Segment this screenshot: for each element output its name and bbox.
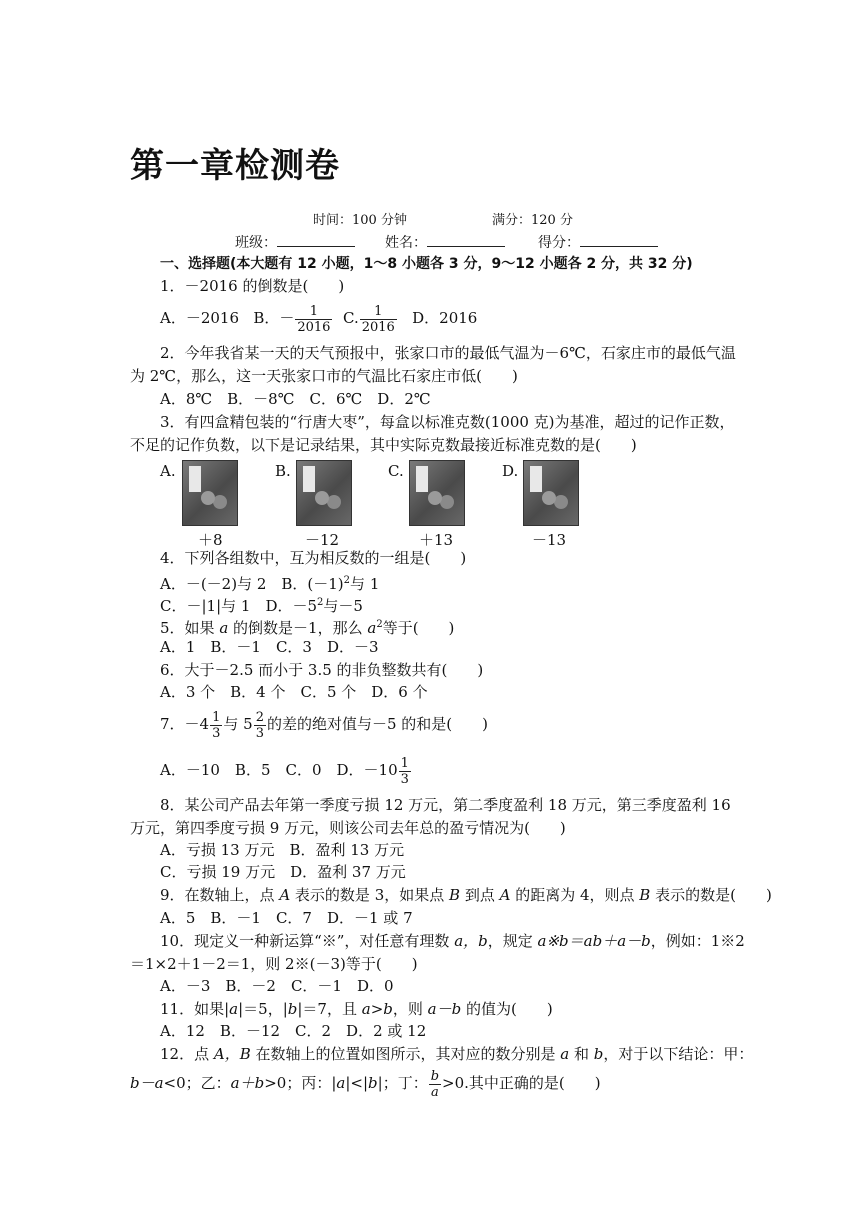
q3-line1: 3．有四盒精包装的“行唐大枣”，每盒以标准克数(1000 克)为基准，超过的记作正数， bbox=[160, 413, 735, 431]
q4-options-1: A．－(－2)与 2 B．$(-1)^2$与 1 bbox=[160, 575, 380, 593]
box-d-label: D. bbox=[502, 462, 519, 480]
q2-line2: 为 2℃，那么，这一天张家口市的气温比石家庄市低( ) bbox=[130, 367, 518, 385]
q1-frac-c: $\frac{1}{2016}$ bbox=[361, 303, 395, 335]
q3-line2: 不足的记作负数，以下是记录结果，其中实际克数最接近标准克数的是( ) bbox=[130, 436, 637, 454]
q9-stem: 9．在数轴上，点 A 表示的数是 3，如果点 B 到点 A 的距离为 4，则点 B 表示的数是( ) bbox=[160, 886, 772, 904]
q11-options: A．12 B．－12 C．2 D．2 或 12 bbox=[160, 1022, 427, 1040]
date-box-image bbox=[296, 460, 352, 526]
q10-options: A．－3 B．－2 C．－1 D．0 bbox=[160, 977, 394, 995]
grade-field bbox=[538, 232, 658, 252]
box-b-label: B. bbox=[275, 462, 291, 480]
q8-line2: 万元，第四季度亏损 9 万元，则该公司去年总的盈亏情况为( ) bbox=[130, 819, 566, 837]
q9-options: A．5 B．－1 C．7 D．－1 或 7 bbox=[160, 909, 413, 927]
q8-options-1: A．亏损 13 万元 B．盈利 13 万元 bbox=[160, 841, 405, 859]
q2-line1: 2．今年我省某一天的天气预报中，张家口市的最低气温为－6℃，石家庄市的最低气温 bbox=[160, 344, 736, 362]
q5-stem: 5．如果 a 的倒数是－1，那么 $a^2$等于( ) bbox=[160, 619, 455, 637]
q1-stem: 1．－2016 的倒数是( ) bbox=[160, 277, 345, 295]
q6-options: A．3 个 B．4 个 C．5 个 D．6 个 bbox=[160, 683, 428, 701]
q1-option-c: C. bbox=[343, 309, 359, 327]
q11-stem: 11．如果|a|＝5，|b|＝7，且 a>b，则 a－b 的值为( ) bbox=[160, 1000, 553, 1018]
q7-stem: 7．－4 $\frac{1}{3}$ 与 5 $\frac{2}{3}$ 的差的绝对值与－5 的和是( ) bbox=[160, 709, 488, 741]
q7-options: A．－10 B．5 C．0 D．－10 $\frac{1}{3}$ bbox=[160, 755, 409, 787]
class-blank bbox=[277, 234, 355, 247]
q1-option-b: B．－ bbox=[253, 309, 295, 327]
score-info: 满分：120 分 bbox=[492, 213, 573, 228]
q10-line1: 10．现定义一种新运算“※”，对任意有理数 a，b，规定 a※b＝ab＋a－b，例如：1※2 bbox=[160, 932, 745, 950]
q1-option-a: A．－2016 bbox=[160, 309, 240, 327]
section-heading: 一、选择题(本大题有 12 小题，1～8 小题各 3 分，9～12 小题各 2 分，共 32 分) bbox=[160, 256, 693, 272]
q12-line2: b－a<0；乙：a＋b>0；丙：|a|<|b|；丁： $\frac{b}{a}$ >0.其中正确的是( ) bbox=[130, 1068, 601, 1100]
date-box-image bbox=[409, 460, 465, 526]
q5-options: A．1 B．－1 C．3 D．－3 bbox=[160, 638, 379, 656]
box-b-value: －12 bbox=[305, 531, 340, 549]
date-box-image bbox=[523, 460, 579, 526]
q4-options-2: C．－|1|与 1 D．$-5^2$与－5 bbox=[160, 597, 363, 615]
q8-line1: 8．某公司产品去年第一季度亏损 12 万元，第二季度盈利 18 万元，第三季度盈利 16 bbox=[160, 796, 731, 814]
name-label: 姓名： bbox=[385, 235, 427, 251]
q12-line1: 12．点 A，B 在数轴上的位置如图所示，其对应的数分别是 a 和 b，对于以下结论：甲： bbox=[160, 1045, 754, 1063]
name-blank bbox=[427, 234, 505, 247]
box-a-label: A. bbox=[160, 462, 176, 480]
box-d-value: －13 bbox=[532, 531, 567, 549]
time-info: 时间：100 分钟 bbox=[313, 213, 407, 228]
page-title: 第一章检测卷 bbox=[130, 146, 340, 186]
box-c-value: ＋13 bbox=[419, 531, 454, 549]
class-label: 班级： bbox=[235, 235, 277, 251]
q1-frac-b: $\frac{1}{2016}$ bbox=[297, 303, 331, 335]
q4-stem: 4．下列各组数中，互为相反数的一组是( ) bbox=[160, 549, 467, 567]
q8-options-2: C．亏损 19 万元 D．盈利 37 万元 bbox=[160, 863, 406, 881]
name-field bbox=[385, 232, 505, 252]
q2-options: A．8℃ B．－8℃ C．6℃ D．2℃ bbox=[160, 390, 431, 408]
q6-stem: 6．大于－2.5 而小于 3.5 的非负整数共有( ) bbox=[160, 661, 484, 679]
box-c-label: C. bbox=[388, 462, 404, 480]
date-box-image bbox=[182, 460, 238, 526]
grade-label: 得分： bbox=[538, 235, 580, 251]
grade-blank bbox=[580, 234, 658, 247]
q1-options bbox=[160, 303, 477, 335]
class-field bbox=[235, 232, 355, 252]
box-a-value: ＋8 bbox=[198, 531, 223, 549]
q1-option-d: D．2016 bbox=[412, 309, 478, 327]
q10-line2: ＝1×2＋1－2＝1，则 2※(－3)等于( ) bbox=[130, 955, 418, 973]
